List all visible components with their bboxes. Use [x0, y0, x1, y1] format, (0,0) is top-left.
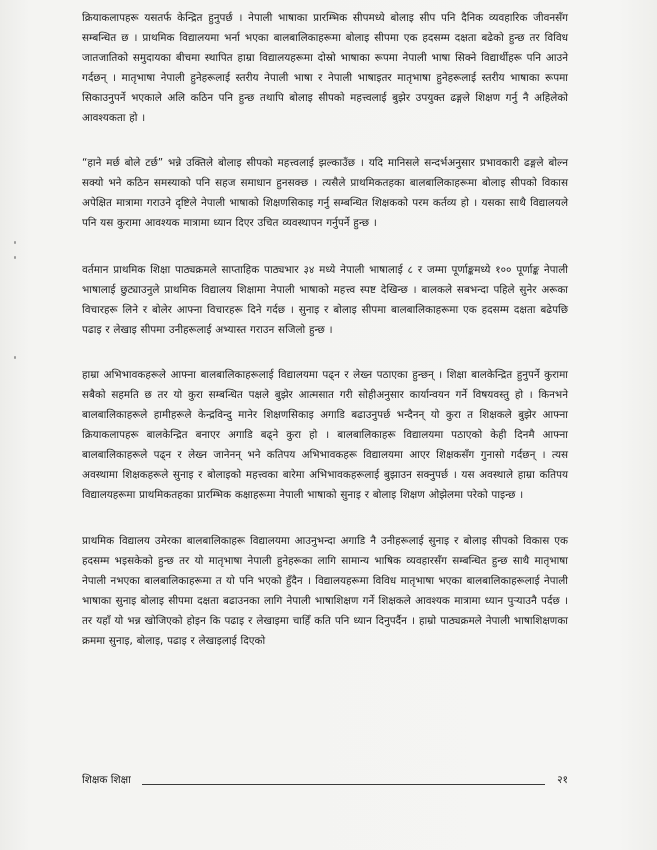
- page-footer: [82, 771, 568, 793]
- footer-divider: [142, 784, 545, 785]
- margin-mark: [14, 356, 16, 359]
- paragraph-4: हाम्रा अभिभावकहरूले आफ्ना बालबालिकाहरूलाई विद्यालयमा पढ्न र लेख्न पठाएका हुन्छन् । शिक्षा बालकेन्द्रित हुनुपर्ने कुरामा सबैको सहमति छ तर यो कुरा सम्बन्धित पक्षले बुझेर आत्मसात गरी सोहीअनुसार कार्यान्वयन गर्ने विषयवस्तु हो । किनभने बालबालिकाहरूले हामीहरूले केन्द्रविन्दु मानेर शिक्षणसिकाइ अगाडि बढाउनुपर्छ भन्दैनन् यो कुरा त शिक्षकले बुझेर आफ्ना क्रियाकलापहरू बालकेन्द्रित बनाएर अगाडि बढ्ने कुरा हो । बालबालिकाहरू विद्यालयमा पठाएको केही दिनमै आफ्ना बालबालिकाहरूले पढ्न र लेख्न जानेनन् भने कतिपय अभिभावकहरू विद्यालयमा आएर शिक्षकसँग गुनासो गर्दछन् । त्यस अवस्थामा शिक्षकहरूले सुनाइ र बोलाइको महत्त्वका बारेमा अभिभावकहरूलाई बुझाउन सक्नुपर्छ । यस अवस्थाले हाम्रा कतिपय विद्यालयहरूमा प्राथमिकतहका प्रारम्भिक कक्षाहरूमा नेपाली भाषाको सुनाइ र बोलाइ शिक्षण ओझेलमा परेको पाइन्छ ।: [82, 369, 568, 501]
- footer-title: शिक्षक शिक्षा: [82, 774, 131, 786]
- paragraph-3: वर्तमान प्राथमिक शिक्षा पाठ्यक्रमले साप्ताहिक पाठ्यभार ३४ मध्ये नेपाली भाषालाई ८ र जम्मा पूर्णाङ्कमध्ये १०० पूर्णाङ्क नेपाली भाषालाई छुट्याउनुले प्राथमिक विद्यालय शिक्षामा नेपाली भाषाको महत्त्व स्पष्ट देखिन्छ । बालकले सबभन्दा पहिले सुनेर अरूका विचारहरू लिने र बोलेर आफ्ना विचारहरू दिने गर्दछ । सुनाइ र बोलाइ सीपमा बालबालिकाहरूमा एक हदसम्म दक्षता बढेपछि पढाइ र लेखाइ सीपमा उनीहरूलाई अभ्यास्त गराउन सजिलो हुन्छ ।: [82, 264, 568, 336]
- paragraph-5: प्राथमिक विद्यालय उमेरका बालबालिकाहरू विद्यालयमा आउनुभन्दा अगाडि नै उनीहरूलाई सुनाइ र बोलाइ सीपको विकास एक हदसम्म भइसकेको हुन्छ तर यो मातृभाषा नेपाली हुनेहरूका लागि सामान्य भाषिक व्यवहारसँग सम्बन्धित हुन्छ साथै मातृभाषा नेपाली नभएका बालबालिकाहरूमा त यो पनि भएको हुँदैन । विद्यालयहरूमा विविध मातृभाषा भएका बालबालिकाहरूलाई नेपाली भाषाका सुनाइ बोलाइ सीपमा दक्षता बढाउनका लागि नेपाली भाषाशिक्षण गर्ने शिक्षकले आवश्यक मात्रामा ध्यान पुऱ्याउनै पर्दछ । तर यहाँ यो भन्न खोजिएको होइन कि पढाइ र लेखाइमा चाहिँ कति पनि ध्यान दिनुपर्दैन । हाम्रो पाठ्यक्रमले नेपाली भाषाशिक्षणका क्रममा सुनाइ, बोलाइ, पढाइ र लेखाइलाई दिएको: [82, 535, 568, 647]
- margin-mark: [14, 241, 16, 244]
- paragraph-1: क्रियाकलापहरू यसतर्फ केन्द्रित हुनुपर्छ । नेपाली भाषाका प्रारम्भिक सीपमध्ये बोलाइ सीप पनि दैनिक व्यवहारिक जीवनसँग सम्बन्धित छ । प्राथमिक विद्यालयमा भर्ना भएका बालबालिकाहरूमा बोलाइ सीपमा एक हदसम्म दक्षता बढेको हुन्छ तर विविध जातजातिको समुदायका बीचमा स्थापित हाम्रा विद्यालयहरूमा दोस्रो भाषाका रूपमा नेपाली भाषा सिक्ने विद्यार्थीहरू पनि आउने गर्दछन् । मातृभाषा नेपाली हुनेहरूलाई स्तरीय नेपाली भाषा र नेपाली भाषाइतर मातृभाषा हुनेहरूलाई स्तरीय भाषाका रूपमा सिकाउनुपर्ने भएकाले अलि कठिन पनि हुन्छ तथापि बोलाइ सीपको महत्त्वलाई बुझेर उपयुक्त ढङ्गले शिक्षण गर्नु नै अहिलेको आवश्यकता हो ।: [82, 12, 568, 124]
- body-text: [82, 8, 568, 651]
- page-number: २१: [557, 774, 568, 786]
- paragraph-2: “हाने मर्छ बोले टर्छ” भन्ने उक्तिले बोलाइ सीपको महत्त्वलाई झल्काउँछ । यदि मानिसले सन्दर्भअनुसार प्रभावकारी ढङ्गले बोल्न सक्यो भने कठिन समस्याको पनि सहज समाधान हुनसक्छ । त्यसैले प्राथमिकतहका बालबालिकाहरूमा बोलाइ सीपको विकास अपेक्षित मात्रामा गराउने दृष्टिले नेपाली भाषाको शिक्षणसिकाइ गर्नु सम्बन्धित शिक्षकको परम कर्तव्य हो । यसका साथै विद्यालयले पनि यस कुरामा आवश्यक मात्रामा ध्यान दिएर उचित व्यवस्थापन गर्नुपर्ने हुन्छ ।: [82, 157, 568, 229]
- margin-mark: [14, 256, 16, 259]
